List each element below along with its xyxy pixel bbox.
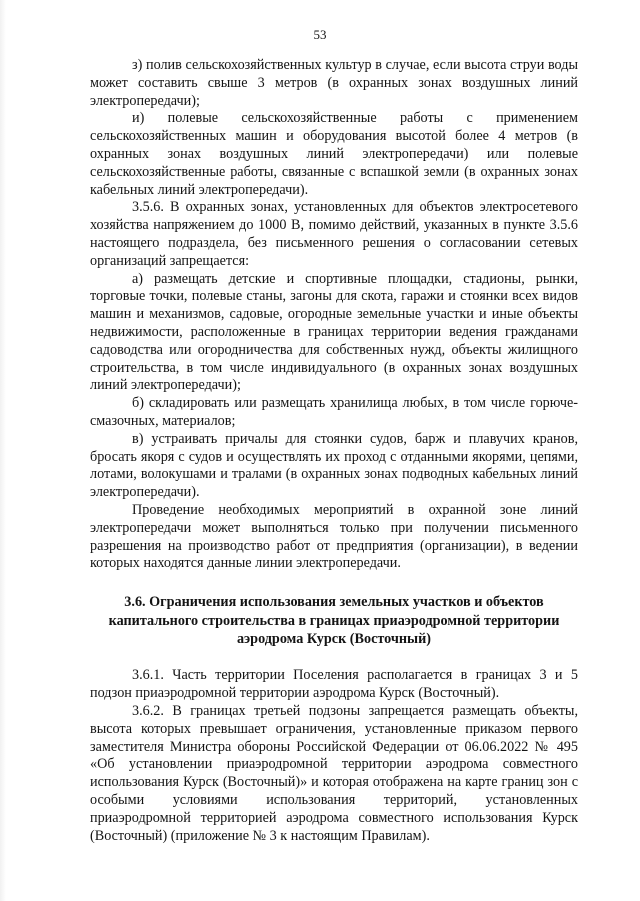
paragraph-v: в) устраивать причалы для стоянки судов, барж и плавучих кранов, бросать якоря с судов и осуществлять их проход с отданными якорями, цепями, лотами, волокушами и тралами (в охранных зонах подводных кабельных линий электропередачи). — [90, 430, 578, 501]
paragraph-a: а) размещать детские и спортивные площадки, стадионы, рынки, торговые точки, полевые станы, загоны для скота, гаражи и стоянки всех видов машин и механизмов, садовые, огородные земельные участки и иные объекты недвижимости, расположенные в границах территории ведения гражданами садоводства или огородничества для собственных нужд, объекты жилищного строительства, в том числе индивидуального (в охранных зонах воздушных линий электропередачи); — [90, 270, 578, 394]
document-body — [90, 57, 578, 845]
scan-edge-shadow — [0, 0, 6, 901]
paragraph-3-5-6: 3.5.6. В охранных зонах, установленных для объектов электросетевого хозяйства напряжением до 1000 В, помимо действий, указанных в пункте 3.5.6 настоящего подраздела, без письменного решения о согласовании сетевых организаций запрещается: — [90, 199, 578, 269]
paragraph-b: б) складировать или размещать хранилища любых, в том числе горюче-смазочных, материалов; — [90, 395, 578, 429]
section-spacer — [90, 573, 578, 593]
paragraph-3-6-2: 3.6.2. В границах третьей подзоны запрещается размещать объекты, высота которых превышает ограничения, установленные приказом первого заместителя Министра обороны Российской Федерации от 06.06.2022 № 495 «Об установлении приаэродромной территории аэродрома совместного использования Курск (Восточный)» и которая отображена на карте границ зон с особыми условиями использования территорий, установленных приаэродромной территорией аэродрома совместного использования Курск (Восточный) (приложение № 3 к настоящим Правилам). — [90, 702, 578, 844]
section-spacer — [90, 648, 578, 667]
paragraph-i: и) полевые сельскохозяйственные работы с применением сельскохозяйственных машин и оборудования высотой более 4 метров (в охранных зонах воздушных линий электропередачи) или полевые сельскохозяйственные работы, связанные с вспашкой земли (в охранных зонах кабельных линий электропередачи). — [90, 110, 578, 198]
page-number: 53 — [313, 27, 327, 42]
section-heading-3-6: 3.6. Ограничения использования земельных участков и объектов капитального строительства в границах приаэродромной территории аэродрома Курск (Восточный) — [108, 594, 560, 647]
paragraph-measures: Проведение необходимых мероприятий в охранной зоне линий электропередачи может выполняться только при получении письменного разрешения на производство работ от предприятия (организации), в ведении которых находятся данные линии электропередачи. — [90, 501, 578, 572]
paragraph-z: з) полив сельскохозяйственных культур в случае, если высота струи воды может составить свыше 3 метров (в охранных зонах воздушных линий электропередачи); — [90, 57, 578, 109]
paragraph-3-6-1: 3.6.1. Часть территории Поселения располагается в границах 3 и 5 подзон приаэродромной территории аэродрома Курск (Восточный). — [90, 667, 578, 702]
